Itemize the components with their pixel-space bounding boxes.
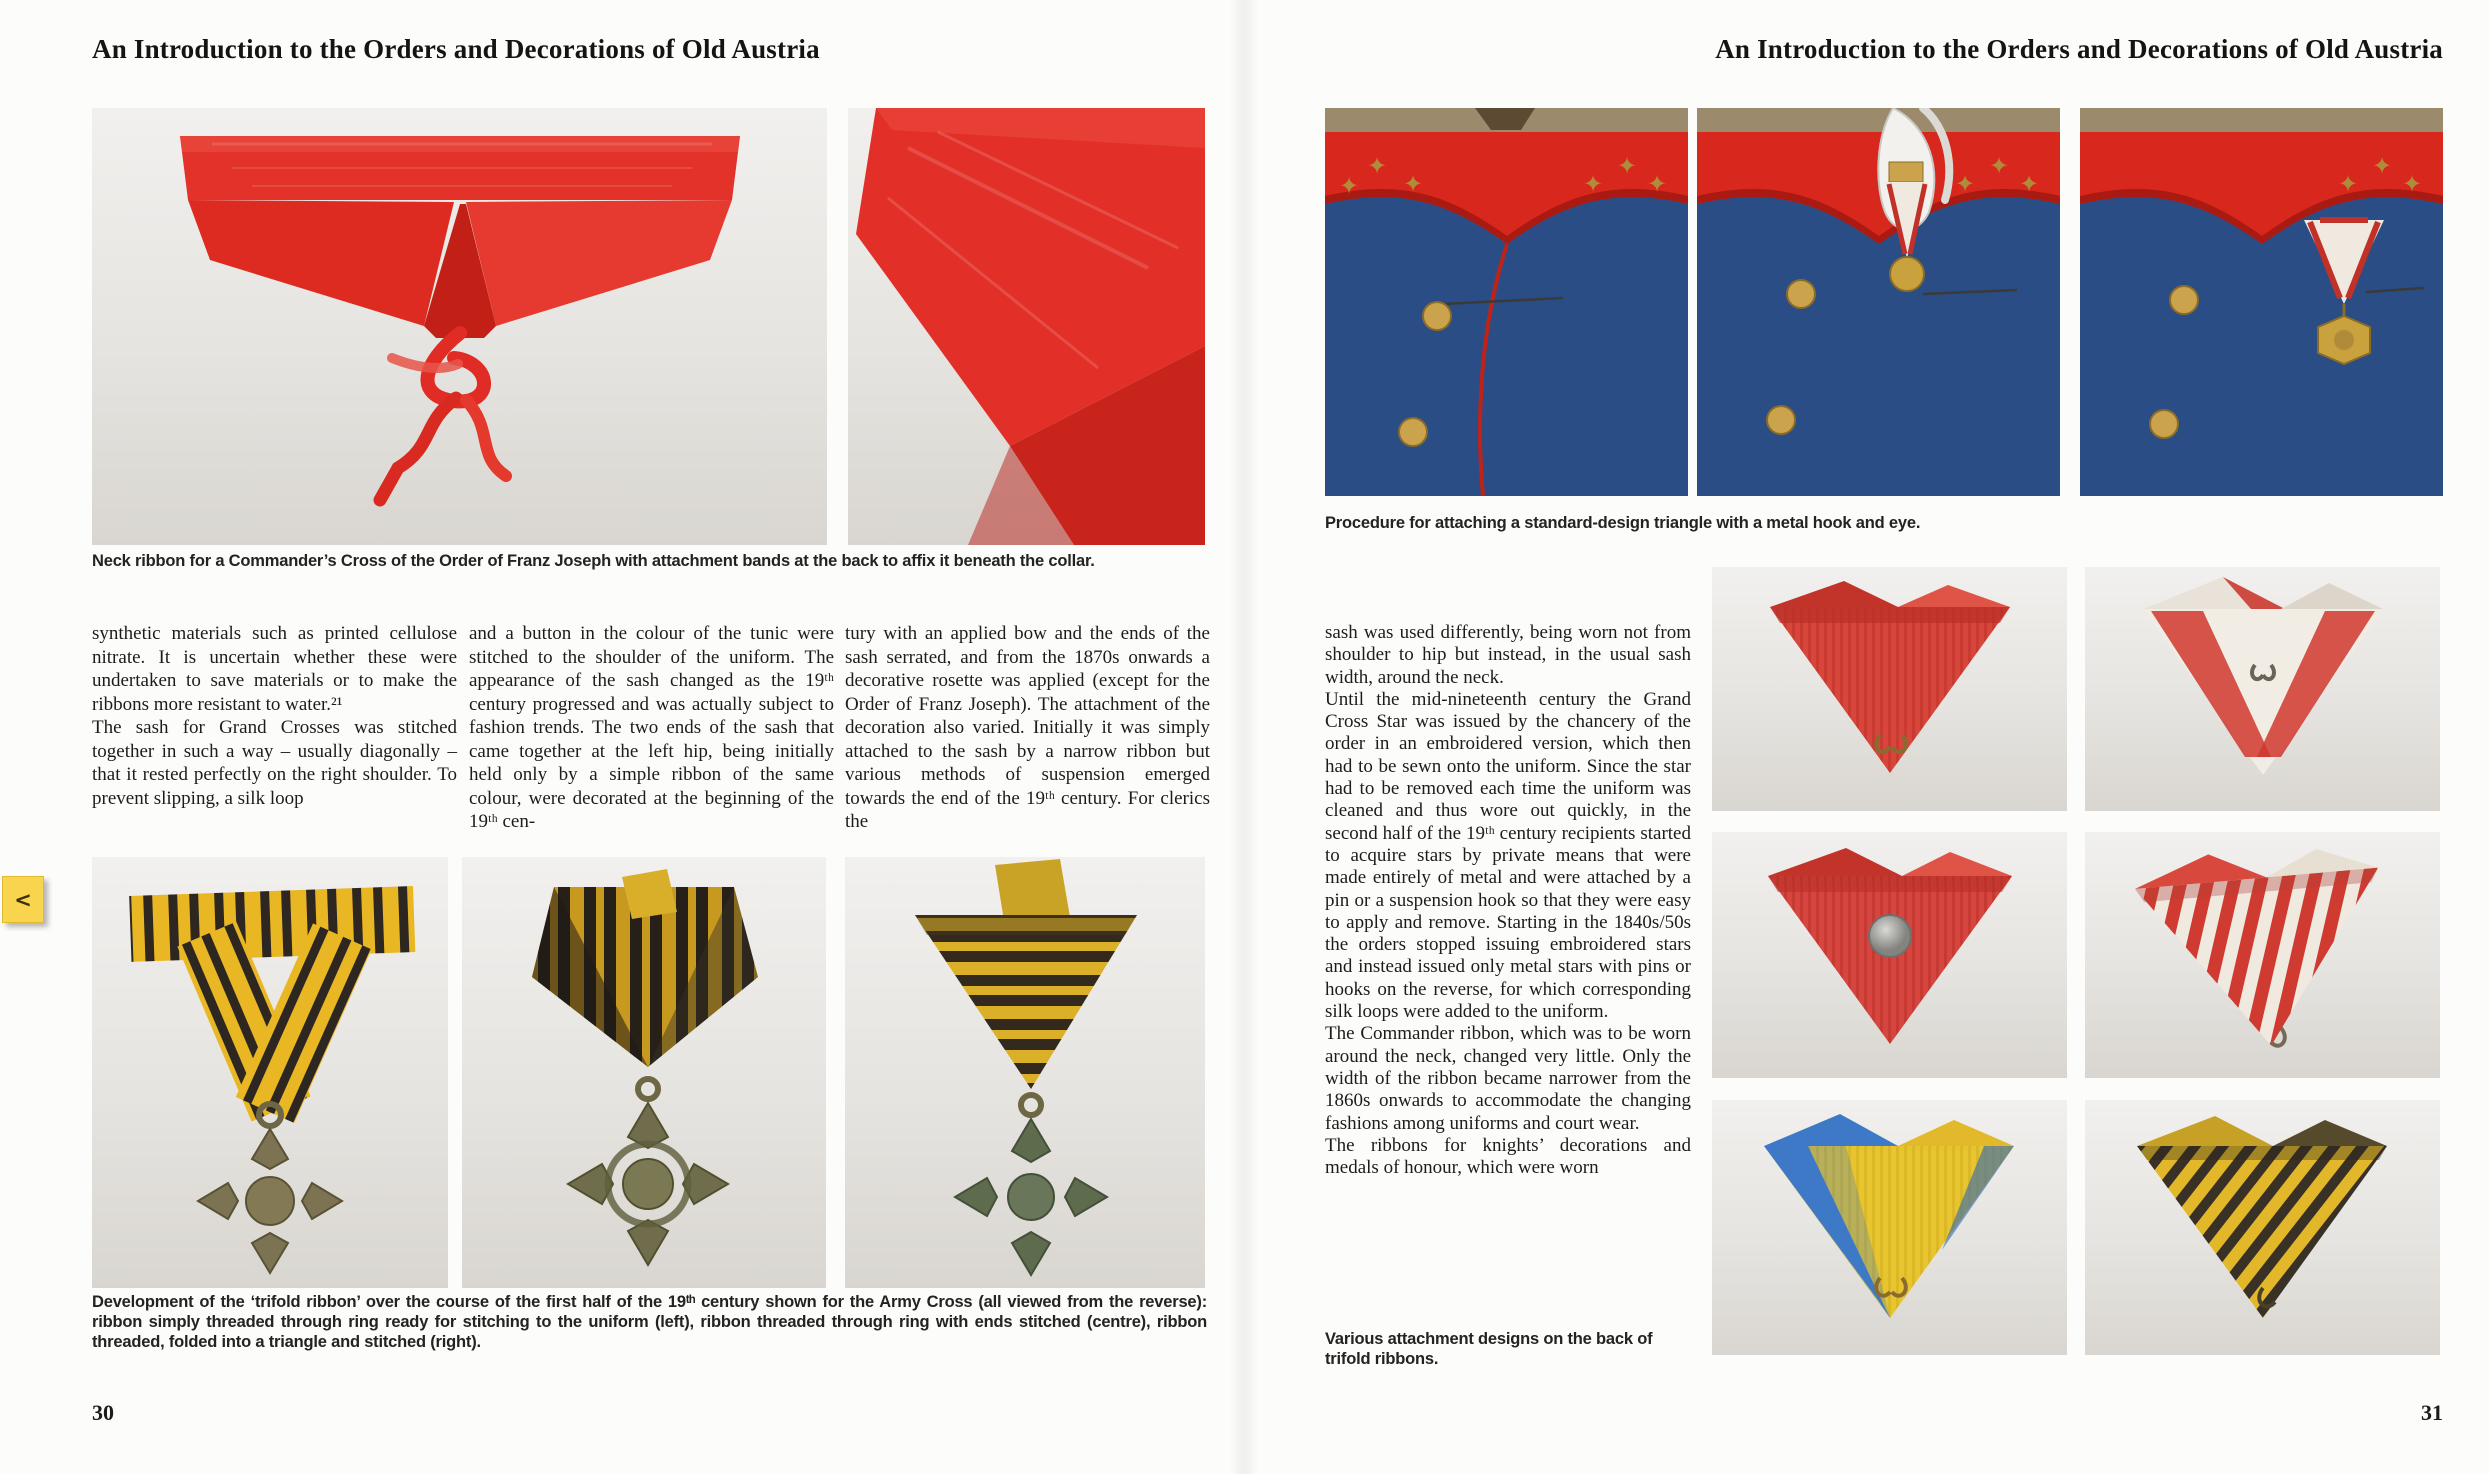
bronze-cross (568, 1103, 728, 1265)
uniform-step3-illustration (2080, 108, 2443, 496)
trifold-white-red-illustration (2085, 567, 2440, 811)
svg-text:✦: ✦ (2338, 170, 2359, 198)
running-head-left: An Introduction to the Orders and Decorations of Old Austria (92, 34, 820, 64)
army-cross-centre-illustration (462, 857, 826, 1288)
trifold-candy-stripe-illustration (2085, 832, 2440, 1078)
uniform-step2-illustration (1697, 108, 2060, 496)
svg-text:✦: ✦ (1583, 170, 1604, 198)
page-gutter (1229, 0, 1259, 1474)
photo-army-cross-stitched (462, 857, 826, 1288)
trifold-red-hooks-illustration (1712, 567, 2067, 811)
photo-neck-ribbon (92, 108, 827, 545)
metal-button (1869, 915, 1911, 957)
trifold-yellow-black-illustration (2085, 1100, 2440, 1355)
photo-uniform-step-1 (1325, 108, 1688, 496)
trifold-yellow-blue-illustration (1712, 1100, 2067, 1355)
svg-text:✦: ✦ (1367, 152, 1388, 180)
chevron-left-icon: < (14, 887, 32, 912)
svg-text:✦: ✦ (1617, 152, 1638, 180)
photo-trifold-red-hooks (1712, 567, 2067, 811)
svg-text:✦: ✦ (1339, 172, 1360, 200)
army-cross-left-illustration (92, 857, 448, 1288)
photo-trifold-red-button (1712, 832, 2067, 1078)
trifold-red-button-illustration (1712, 832, 2067, 1078)
photo-ribbon-closeup (848, 108, 1205, 545)
page-number-right: 31 (2421, 1400, 2443, 1425)
photo-army-cross-triangle (845, 857, 1205, 1288)
army-cross-right-illustration (845, 857, 1205, 1288)
photo-trifold-yellow-blue (1712, 1100, 2067, 1355)
text-column-3: tury with an applied bow and the ends of the sash serrated, and from the 1870s onwards a decorative rosette was applied (except for the Order of Franz Joseph). The attachment of the decoration also varied. Initially it was simply attached to the sash by a narrow ribbon but various methods of suspension emerged towards the end of the 19ᵗʰ century. For clerics the (845, 623, 1210, 832)
photo-trifold-candy-stripe (2085, 832, 2440, 1078)
bronze-cross (198, 1129, 342, 1273)
photo-trifold-yellow-black (2085, 1100, 2440, 1355)
suspension-ring (638, 1079, 658, 1099)
svg-text:✦: ✦ (2372, 152, 2393, 180)
photo-uniform-step-3 (2080, 108, 2443, 496)
red-collar-ribbon (180, 136, 740, 500)
caption-attachment-designs: Various attachment designs on the back of trifold ribbons. (1325, 1330, 1653, 1368)
uniform-step1-illustration (1325, 108, 1688, 496)
ribbon-band (129, 886, 415, 962)
photo-uniform-step-2 (1697, 108, 2060, 496)
svg-text:✦: ✦ (1989, 152, 2010, 180)
text-column-1: synthetic materials such as printed cellulose nitrate. It is uncertain whether these were undertaken to save materials or to make the ribbons more resistant to water.²¹ The sash for Grand Crosses was stitched together in such a way – usually diagonally – that it rested perfectly on the right shoulder. To prevent slipping, a silk loop (92, 623, 457, 809)
svg-text:✦: ✦ (1647, 170, 1668, 198)
ribbon-triangle (915, 915, 1137, 1089)
page-back-button[interactable] (2, 876, 44, 923)
photo-trifold-white-red (2085, 567, 2440, 811)
text-column-2: and a button in the colour of the tunic were stitched to the shoulder of the uniform. The appearance of the sash changed as the 19ᵗʰ century progressed and was actually subject to fashion trends. The two ends of the sash that came together at the left hip, being initially held only by a simple ribbon of the same colour, were decorated at the beginning of the 19ᵗʰ cen- (469, 623, 834, 832)
running-head-right: An Introduction to the Orders and Decorations of Old Austria (1715, 34, 2443, 64)
svg-text:✦: ✦ (2019, 170, 2040, 198)
ribbon-top-knot (622, 869, 677, 919)
caption-neck-ribbon: Neck ribbon for a Commander’s Cross of the Order of Franz Joseph with attachment bands at the back to affix it beneath the collar. (92, 552, 1095, 570)
svg-text:✦: ✦ (1955, 170, 1976, 198)
right-text-column: sash was used differently, being worn not from shoulder to hip but instead, in the usual sash width, around the neck. Until the mid-nineteenth century the Grand Cross Star was issued by the chancery of the order in an embroidered version, which then had to be sewn onto the uniform. Since the star had to be removed each time the uniform was cleaned and thus wore out quickly, in the second half of the 19ᵗʰ century recipients started to acquire stars by private means that were made entirely of metal and were attached by a pin or a suspension hook so that they were easy to apply and remove. Starting in the 1840s/50s the orders stopped issuing embroidered stars and instead issued only metal stars with pins or hooks on the reverse, for which corresponding silk loops were added to the uniform. The Commander ribbon, which was to be worn around the neck, changed very little. Only the width of the ribbon became narrower from the 1860s onwards to accommodate the changing fashions among uniforms and court wear. The ribbons for knights’ decorations and medals of honour, which were worn (1325, 622, 1691, 1179)
ribbon-closeup-illustration (848, 108, 1205, 545)
suspension-ring (1021, 1095, 1041, 1115)
caption-trifold-development: Development of the ‘trifold ribbon’ over the course of the first half of the 19ᵗʰ century shown for the Army Cross (all viewed from the reverse): ribbon simply threaded through ring ready for stitching to the uniform (left), ribbon threaded through ring with ends stitched (centre), ribbon threaded, folded into a triangle and stitched (right). (92, 1293, 1207, 1351)
svg-text:✦: ✦ (2402, 170, 2423, 198)
caption-attachment-procedure: Procedure for attaching a standard-design triangle with a metal hook and eye. (1325, 514, 1921, 532)
photo-army-cross-ring (92, 857, 448, 1288)
page-number-left: 30 (92, 1400, 114, 1425)
bronze-cross (955, 1119, 1107, 1275)
neck-ribbon-illustration (92, 108, 827, 545)
svg-text:✦: ✦ (1403, 170, 1424, 198)
